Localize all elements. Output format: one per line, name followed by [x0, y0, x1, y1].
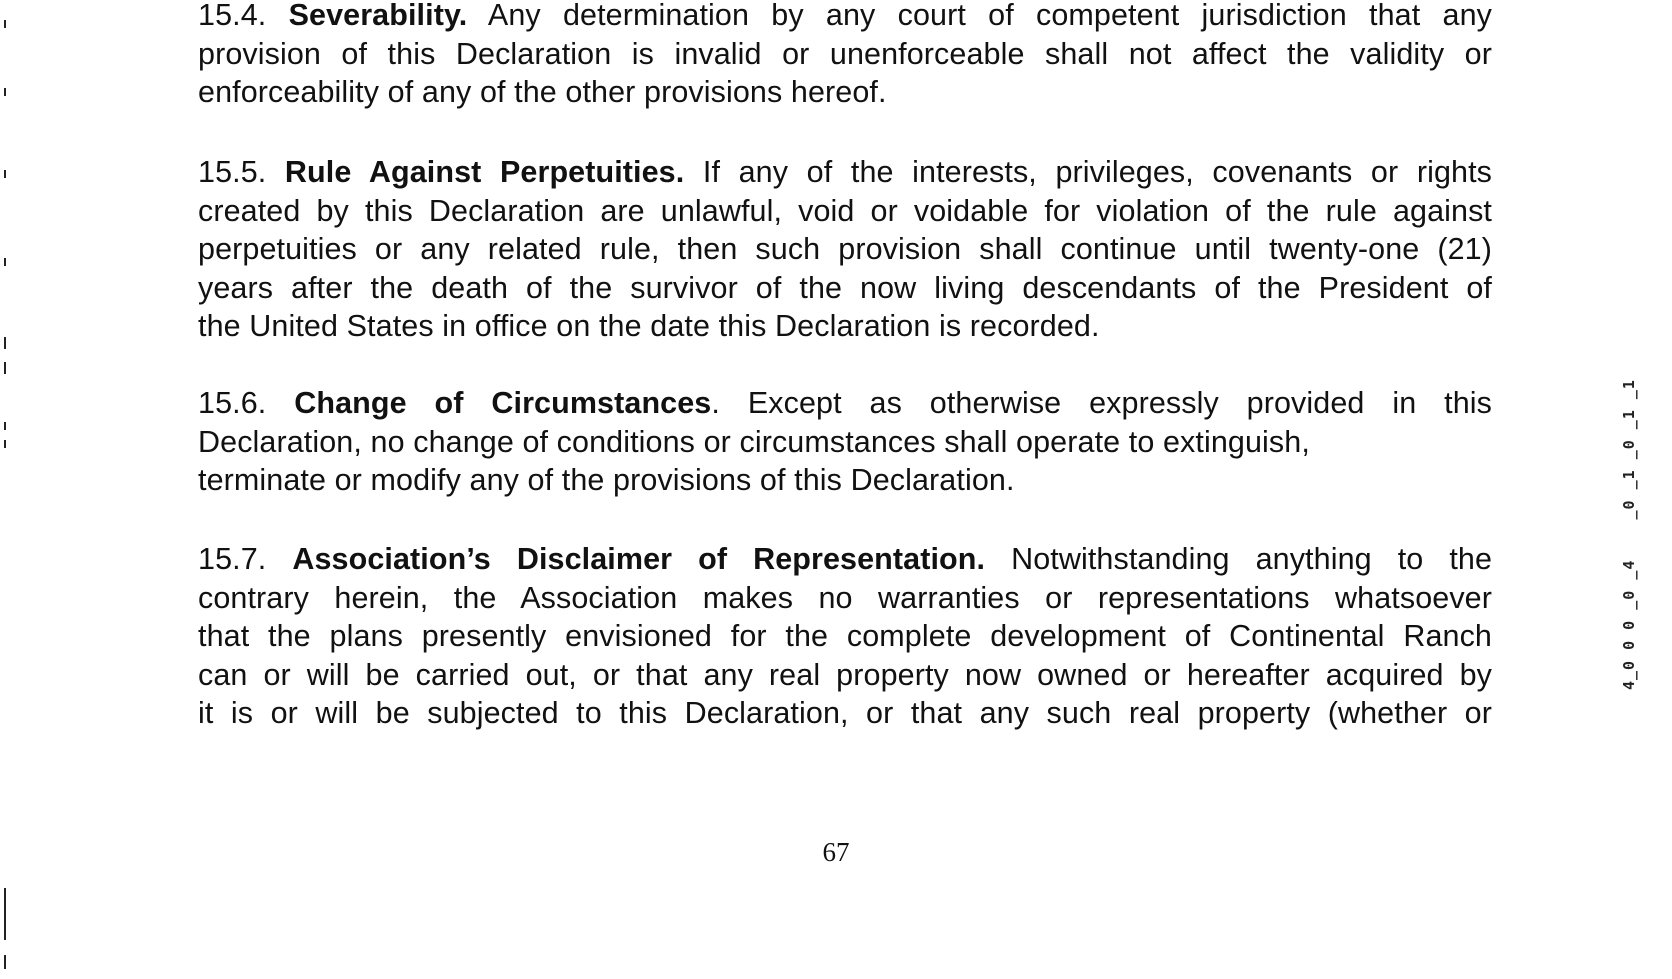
- section-line: provision of this Declaration is invalid or unenforceable shall not affect the validity or: [198, 36, 1492, 71]
- section-line: terminate or modify any of the provisions of this Declaration.: [198, 463, 1015, 497]
- section-number: 15.5.: [198, 155, 267, 189]
- section-text: If any of the interests, privileges, covenants or rights: [702, 155, 1493, 189]
- section-number: 15.6.: [198, 386, 267, 420]
- section-text: Any determination by any court of competent jurisdiction that any: [487, 0, 1492, 32]
- section-line: [198, 0, 1492, 35]
- section-number: 15.7.: [198, 542, 267, 576]
- section-15-5: [198, 153, 1492, 346]
- section-heading: Association’s Disclaimer of Representation.: [292, 542, 986, 576]
- section-line: [198, 540, 1492, 579]
- margin-mark: [4, 955, 6, 969]
- margin-mark: [4, 337, 6, 349]
- section-heading: Severability.: [288, 0, 468, 32]
- section-line: it is or will be subjected to this Declaration, or that any such real property (whether or: [198, 696, 1492, 730]
- margin-mark: [4, 258, 6, 266]
- section-line: Declaration, no change of conditions or circumstances shall operate to extinguish,: [198, 424, 1310, 459]
- section-number: 15.4.: [198, 0, 267, 32]
- margin-mark: [4, 362, 6, 374]
- section-text: Notwithstanding anything to the: [1011, 542, 1493, 576]
- section-line: enforceability of any of the other provisions hereof.: [198, 75, 887, 109]
- section-15-7: [198, 540, 1492, 733]
- margin-mark: [4, 170, 6, 178]
- section-line: can or will be carried out, or that any real property now owned or hereafter acquired by: [198, 657, 1492, 692]
- section-line: the United States in office on the date this Declaration is recorded.: [198, 309, 1100, 343]
- section-heading: Rule Against Perpetuities.: [284, 155, 685, 189]
- margin-mark: [4, 888, 6, 940]
- section-line: [198, 153, 1492, 192]
- section-line: that the plans presently envisioned for the complete development of Continental Ranch: [198, 619, 1492, 653]
- margin-mark: [4, 20, 6, 28]
- section-15-4: [198, 0, 1492, 112]
- section-line: [198, 384, 1492, 423]
- margin-mark: [4, 440, 6, 448]
- section-text: . Except as otherwise expressly provided in this: [711, 386, 1493, 420]
- page-number: 67: [822, 837, 850, 867]
- section-line: years after the death of the survivor of the now living descendants of the President of: [198, 270, 1492, 305]
- section-line: created by this Declaration are unlawful, void or voidable for violation of the rule against: [198, 193, 1492, 228]
- margin-mark: [4, 88, 6, 96]
- section-heading: Change of Circumstances: [294, 386, 712, 420]
- recording-stamp: 4_0 0 0 _0 _4 _0 _1 _0 _1 _1: [1620, 379, 1638, 690]
- section-15-6: [198, 384, 1492, 500]
- section-line: contrary herein, the Association makes no warranties or representations whatsoever: [198, 580, 1492, 615]
- margin-mark: [4, 422, 6, 430]
- section-line: perpetuities or any related rule, then such provision shall continue until twenty-one (21): [198, 232, 1492, 266]
